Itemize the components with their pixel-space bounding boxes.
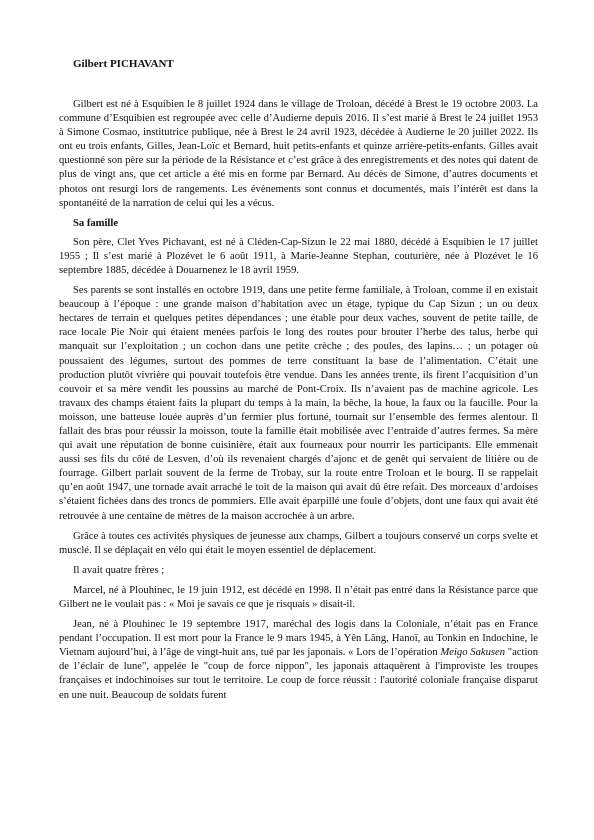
paragraph-farm: Ses parents se sont installés en octobre 1919, dans une petite ferme familiale, à Troloan, comme il en existait beaucoup à l’époque : une grande maison d’habitation avec un étage, typique du Cap Sizun ; un ou deux hectares de terrain et quelques petites dépendances ; une étable pour deux vaches, souvent de petite taille, de race locale Pie Noir qui étaient menées parfois le long des routes pour brouter l’herbe des talus, herbe qui manquait sur l’exploitation ; un cochon dans une petite crèche ; des poules, des lapins… ; un potager où poussaient des légumes, surtout des pommes de terre constituant la base de l’alimentation. C’était une production plutôt vivrière qui pouvait toutefois être vendue. Dans les années trente, ils firent l’acquisition d’un couvoir et sa mère vendit les poussins au marché de Pont-Croix. Ils n’avaient pas de machine agricole. Les travaux des champs étaient faits la plupart du temps à la main, la bêche, la houe, la faux ou la faucille. Pour la moisson, une batteuse louée auprès d’un fermier plus fortuné, tournait sur l’ensemble des fermes alentour. Il fallait des bras pour réussir la moisson, toute la famille était mobilisée avec l’entraide d’autres fermes. Sa mère qui avait une réputation de bonne cuisinière, était aux fourneaux pour nourrir les participants. Elle emmenait aussi ses fils du côté de Lesven, d’où ils revenaient chargés d’ajonc et de genêt qui servaient de litière ou de fourrage. Gilbert parlait souvent de la ferme de Trobay, sur la route entre Troloan et le bourg. Il se rappelait qu’en août 1947, une tornade avait arraché le toit de la maison qui avait dû être refait. Des morceaux d’ardoises s’étaient fichées dans des troncs de pommiers. Elle avait éparpillé une foule d’objets, dont une faux qui avait été retrouvée à une centaine de mètres de la maison accrochée à un arbre.	[59, 285, 538, 522]
operation-name: Meigo Sakusen	[440, 647, 505, 659]
page-title: Gilbert PICHAVANT	[73, 58, 174, 70]
paragraph-brothers: Il avait quatre frères ;	[73, 564, 165, 576]
jean-text-before: Jean, né à Plouhinec le 19 septembre 1917, maréchal des logis dans la Coloniale, n’était pas en France pendant l’occupation. Il est mort pour la France le 9 mars 1945, à Yên Lãng, Hanoï, au Tonkin en Indochine, le Vietnam aujourd’hui, à l’âge de vingt-huit ans, tué par les japonais. « Lors de l’opération	[59, 619, 538, 659]
section-heading: Sa famille	[73, 217, 119, 229]
paragraph-jean	[59, 618, 538, 703]
jean-text-after: "action de l’éclair de lune", appelée le "coup de force nippon", les japonais attaquèrent à l'improviste les troupes françaises et indochinoises sur tout le territoire. Le coup de force réussit : l'autorité coloniale française disparut en une nuit. Beaucoup de soldats furent	[59, 647, 538, 701]
title-spacer	[59, 71, 538, 98]
intro-paragraph: Gilbert est né à Esquibien le 8 juillet 1924 dans le village de Troloan, décédé à Brest le 19 octobre 2003. La commune d’Esquibien est regroupée avec celle d’Audierne depuis 2016. Il s’est marié à Brest le 24 juillet 1953 à Simone Cosmao, institutrice publique, née à Brest le 24 avril 1923, décédée à Audierne le 20 juillet 2022. Ils ont eu trois enfants, Gilles, Jean-Loïc et Bernard, huit petits-enfants et quinze arrière-petits-enfants. Gilles avait questionné son père sur la période de la Résistance et c’est grâce à des enregistrements et des notes qui datent de plus de vingt ans, que cet article a été mis en forme par Bernard. Au décès de Simone, d’autres documents et photos ont resurgi lors de rangements. Les évènements sont connus et documentés, mais l’intérêt est dans la spontanéité de la narration de celui qui les a vécus.	[59, 99, 538, 209]
paragraph-physique: Grâce à toutes ces activités physiques de jeunesse aux champs, Gilbert a toujours conservé un corps svelte et musclé. Il se déplaçait en vélo qui était le moyen essentiel de déplacement.	[59, 530, 538, 556]
paragraph-marcel: Marcel, né à Plouhinec, le 19 juin 1912, est décédé en 1998. Il n’était pas entré dans la Résistance parce que Gilbert ne le voulait pas : « Moi je savais ce que je risquais » disait-il.	[59, 584, 538, 610]
paragraph-father: Son père, Clet Yves Pichavant, est né à Cléden-Cap-Sizun le 22 mai 1880, décédé à Esquibien le 17 juillet 1955 ; Il s’est marié à Plozévet le 6 août 1911, à Marie-Jeanne Stephan, couturière, née à Plozévet le 16 septembre 1885, décédée à Douarnenez le 18 avril 1959.	[59, 236, 538, 276]
